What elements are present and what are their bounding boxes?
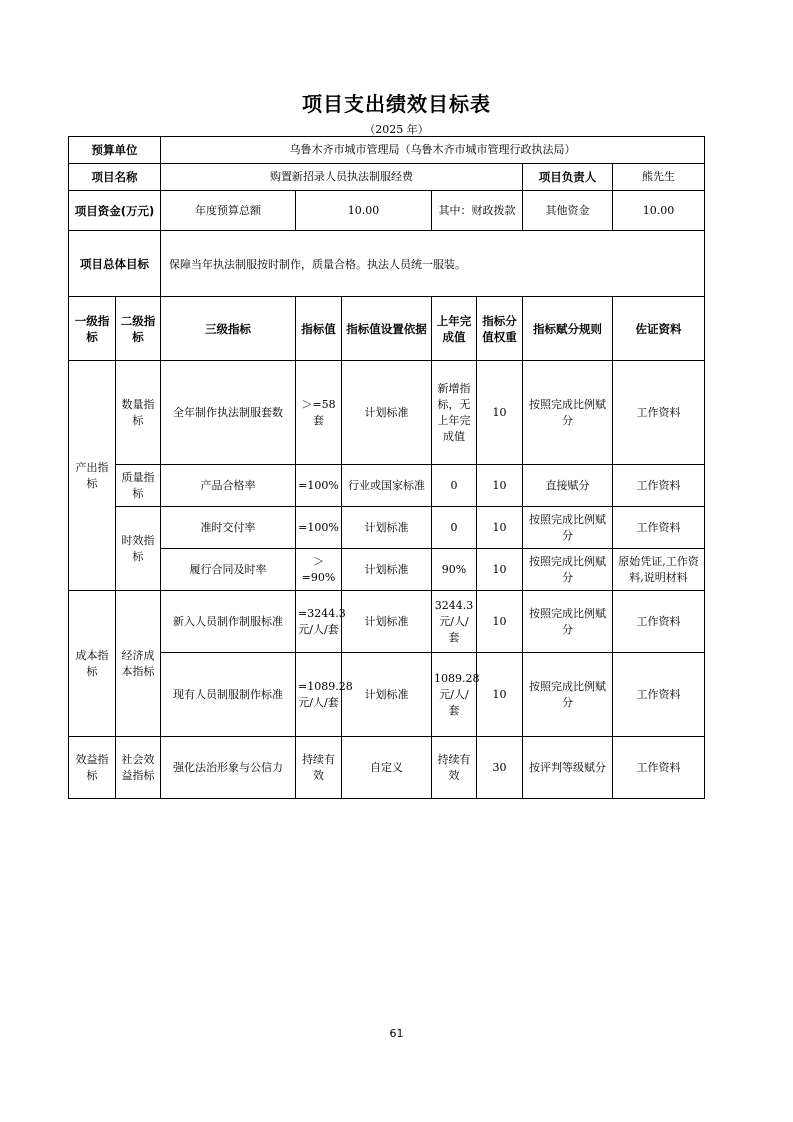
row-value: =3244.3元/人/套	[296, 591, 342, 653]
header-weight: 指标分值权重	[477, 297, 523, 361]
row-last: 持续有效	[432, 737, 477, 799]
page-title: 项目支出绩效目标表	[302, 92, 491, 116]
row-basis: 行业或国家标准	[342, 465, 432, 507]
group-cost: 成本指标	[69, 591, 116, 737]
fiscal-funding-value: 10.00	[613, 191, 705, 231]
group-benefit: 效益指标	[69, 737, 116, 799]
row-name: 现有人员制服制作标准	[161, 653, 296, 737]
row-basis: 计划标准	[342, 361, 432, 465]
row-last: 新增指标，无上年完成值	[432, 361, 477, 465]
row-rule: 按照完成比例赋分	[523, 591, 613, 653]
project-fund-label: 项目资金(万元)	[69, 191, 161, 231]
row-last: 1089.28元/人/套	[432, 653, 477, 737]
project-name-label: 项目名称	[69, 164, 161, 191]
row-value: =100%	[296, 507, 342, 549]
header-rule: 指标赋分规则	[523, 297, 613, 361]
row-weight: 10	[477, 361, 523, 465]
row-basis: 计划标准	[342, 591, 432, 653]
table-row	[69, 737, 705, 799]
row-last: 0	[432, 465, 477, 507]
budget-unit-value: 乌鲁木齐市城市管理局（乌鲁木齐市城市管理行政执法局）	[161, 137, 705, 164]
header-level2: 二级指标	[116, 297, 161, 361]
overall-goal-label: 项目总体目标	[69, 231, 161, 297]
table-row	[69, 591, 705, 653]
header-level3: 三级指标	[161, 297, 296, 361]
row-name: 履行合同及时率	[161, 549, 296, 591]
table-row	[69, 465, 705, 507]
table-row	[69, 507, 705, 549]
row-evidence: 工作资料	[613, 737, 705, 799]
row-rule: 按照完成比例赋分	[523, 549, 613, 591]
header-basis: 指标值设置依据	[342, 297, 432, 361]
row-name: 强化法治形象与公信力	[161, 737, 296, 799]
row-name: 新入人员制作制服标准	[161, 591, 296, 653]
fiscal-funding-label: 其中：财政拨款	[432, 191, 523, 231]
table-row	[69, 361, 705, 465]
row-basis: 计划标准	[342, 507, 432, 549]
row-rule: 按照完成比例赋分	[523, 653, 613, 737]
row-basis: 计划标准	[342, 653, 432, 737]
header-last-year: 上年完成值	[432, 297, 477, 361]
year-label: （2025 年）	[364, 123, 429, 136]
table-row	[69, 653, 705, 737]
header-evidence: 佐证资料	[613, 297, 705, 361]
performance-table	[68, 136, 705, 799]
row-name: 全年制作执法制服套数	[161, 361, 296, 465]
row-weight: 10	[477, 591, 523, 653]
row-value: ＞=58套	[296, 361, 342, 465]
row-value: ＞=90%	[296, 549, 342, 591]
row-evidence: 工作资料	[613, 507, 705, 549]
row-basis: 自定义	[342, 737, 432, 799]
row-name: 产品合格率	[161, 465, 296, 507]
row-evidence: 原始凭证,工作资料,说明材料	[613, 549, 705, 591]
group-quantity: 数量指标	[116, 361, 161, 465]
header-level1: 一级指标	[69, 297, 116, 361]
row-value: =1089.28元/人/套	[296, 653, 342, 737]
row-evidence: 工作资料	[613, 653, 705, 737]
group-economic: 经济成本指标	[116, 591, 161, 737]
group-social: 社会效益指标	[116, 737, 161, 799]
row-weight: 10	[477, 653, 523, 737]
row-evidence: 工作资料	[613, 361, 705, 465]
row-value: 持续有效	[296, 737, 342, 799]
row-last: 90%	[432, 549, 477, 591]
row-rule: 按评判等级赋分	[523, 737, 613, 799]
row-evidence: 工作资料	[613, 591, 705, 653]
row-weight: 10	[477, 507, 523, 549]
table-row	[69, 549, 705, 591]
row-weight: 10	[477, 465, 523, 507]
row-rule: 按照完成比例赋分	[523, 361, 613, 465]
overall-goal-value: 保障当年执法制服按时制作，质量合格。执法人员统一服装。	[161, 231, 705, 297]
page-number: 61	[389, 1027, 404, 1040]
project-owner-label: 项目负责人	[523, 164, 613, 191]
other-funds-label: 其他资金	[523, 191, 613, 231]
budget-unit-label: 预算单位	[69, 137, 161, 164]
row-value: =100%	[296, 465, 342, 507]
row-rule: 按照完成比例赋分	[523, 507, 613, 549]
group-quality: 质量指标	[116, 465, 161, 507]
row-last: 0	[432, 507, 477, 549]
project-name-value: 购置新招录人员执法制服经费	[161, 164, 523, 191]
row-weight: 30	[477, 737, 523, 799]
row-last: 3244.3元/人/套	[432, 591, 477, 653]
row-weight: 10	[477, 549, 523, 591]
row-rule: 直接赋分	[523, 465, 613, 507]
row-name: 准时交付率	[161, 507, 296, 549]
group-timeliness: 时效指标	[116, 507, 161, 591]
project-owner-value: 熊先生	[613, 164, 705, 191]
annual-budget-value: 10.00	[296, 191, 432, 231]
row-evidence: 工作资料	[613, 465, 705, 507]
annual-budget-label: 年度预算总额	[161, 191, 296, 231]
row-basis: 计划标准	[342, 549, 432, 591]
group-output: 产出指标	[69, 361, 116, 591]
header-value: 指标值	[296, 297, 342, 361]
